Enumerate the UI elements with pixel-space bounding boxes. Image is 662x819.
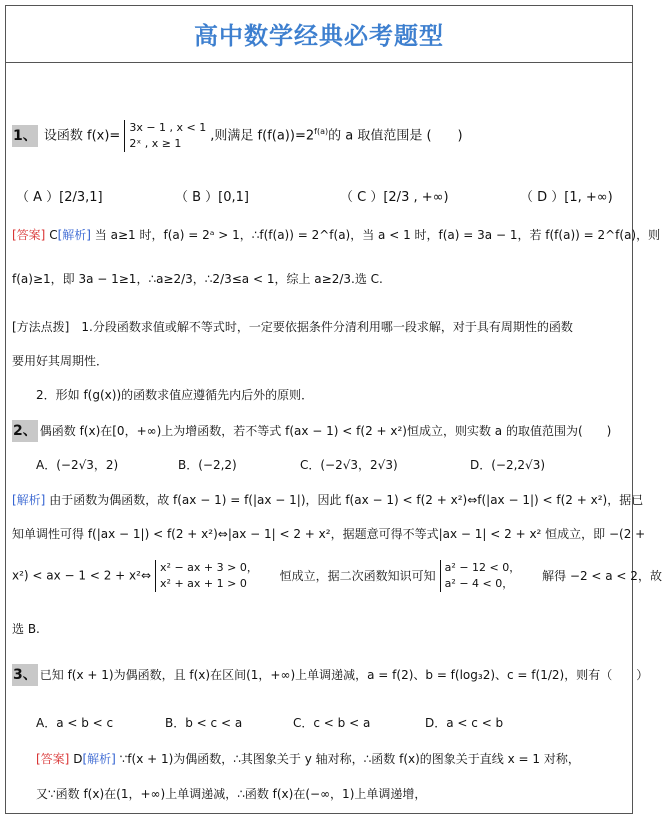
q1-method-line2: 要用好其周期性． (12, 354, 109, 368)
q1-option-c[interactable]: （ C ）[2/3 , +∞) (340, 190, 449, 205)
q2-sys1b: x² + ax + 1 > 0 (160, 577, 247, 590)
q1-stem-b: ,则满足 f(f(a))=2 (210, 128, 315, 144)
q2-analysis-text3b: 恒成立，据二次函数知识可知 (279, 568, 436, 583)
q2-stem (12, 420, 611, 442)
q1-analysis-line2: f(a)≥1，即 3a − 1≥1，∴a≥2/3，∴2/3≤a < 1，综上 a≥2/3.选 C. (12, 272, 383, 286)
q2-system1 (155, 560, 258, 592)
q1-stem-c: 的 a 取值范围是 ( ) (328, 128, 463, 144)
q1-option-d[interactable]: （ D ）[1, +∞) (520, 190, 613, 205)
q2-analysis-line2: 知单调性可得 f(|ax − 1|) < f(2 + x²)⇔|ax − 1| < 2 + x²，据题意可得不等式|ax − 1| < 2 + x² 恒成立，即 −(2 + (12, 527, 646, 541)
page-title: 高中数学经典必考题型 (194, 22, 444, 50)
q1-stem-a: 设函数 f(x)= (43, 128, 121, 144)
q2-stem-text: 偶函数 f(x)在[0，+∞)上为增函数，若不等式 f(ax − 1) < f(2 + x²)恒成立，则实数 a 的取值范围为( ) (39, 424, 612, 438)
q2-option-b[interactable]: B．(−2,2) (178, 458, 237, 472)
q3-analysis-tag: [解析] (82, 752, 116, 766)
q1-stem-sup: f(a) (314, 127, 329, 137)
q3-analysis-line2: 又∵函数 f(x)在(1，+∞)上单调递减，∴函数 f(x)在(−∞，1)上单调递增， (36, 787, 427, 801)
q2-analysis-line4: 选 B. (12, 622, 40, 636)
q1-method-line1: [方法点拨] 1.分段函数求值或解不等式时，一定要依据条件分清利用哪一段求解，对于具有周期性的函数 (12, 320, 573, 334)
q1-option-b[interactable]: （ B ）[0,1] (175, 190, 250, 205)
q1-analysis-text1: 当 a≥1 时，f(a) = 2ᵃ > 1，∴f(f(a)) = 2^f(a)，当 a < 1 时，f(a) = 3a − 1，若 f(f(a)) = 2^f(a)，则 (94, 228, 661, 242)
q3-stem-text: 已知 f(x + 1)为偶函数，且 f(x)在区间(1，+∞)上单调递减，a = f(2)、b = f(log₃2)、c = f(1/2)，则有（ ） (39, 668, 649, 682)
q2-sys2b: a² − 4 < 0， (444, 577, 514, 590)
q1-number: 1、 (12, 125, 38, 147)
q1-answer-letter: C (49, 228, 58, 242)
q3-option-d[interactable]: D．a < c < b (425, 716, 504, 730)
q2-analysis-tag: [解析] (12, 493, 46, 507)
q1-analysis-tag: [解析] (57, 228, 91, 242)
q3-number: 3、 (12, 664, 38, 686)
q1-piecewise (124, 120, 206, 152)
q3-stem (12, 664, 648, 686)
q2-analysis-line1 (12, 491, 643, 509)
q1-piece1: 3x − 1 , x < 1 (129, 121, 207, 134)
q2-analysis-text1: 由于函数为偶函数，故 f(ax − 1) = f(|ax − 1|)，因此 f(ax − 1) < f(2 + x²)⇔f(|ax − 1|) < f(2 + x²)，据已 (49, 493, 644, 507)
q2-analysis-text3a: x²) < ax − 1 < 2 + x²⇔ (12, 568, 152, 583)
q2-system2 (440, 560, 521, 592)
q2-analysis-text3c: 解得 −2 < a < 2，故 (542, 568, 662, 583)
q1-answer-tag: [答案] (12, 228, 46, 242)
q3-analysis-text1: ∵f(x + 1)为偶函数，∴其图象关于 y 轴对称，∴函数 f(x)的图象关于直线 x = 1 对称， (119, 752, 580, 766)
q3-option-a[interactable]: A．a < b < c (36, 716, 114, 730)
q3-answer-tag: [答案] (36, 752, 70, 766)
q2-option-a[interactable]: A．(−2√3，2) (36, 458, 119, 472)
q3-answer-letter: D (73, 752, 83, 766)
q3-analysis-line1 (36, 750, 580, 768)
q3-option-c[interactable]: C．c < b < a (293, 716, 371, 730)
q2-option-d[interactable]: D．(−2,2√3) (470, 458, 546, 472)
q2-option-c[interactable]: C．(−2√3，2√3) (300, 458, 398, 472)
q2-sys2a: a² − 12 < 0， (444, 561, 521, 574)
q1-option-a[interactable]: （ A ）[2/3,1] (16, 190, 103, 205)
q1-analysis-line1 (12, 226, 660, 244)
title-bar (5, 5, 633, 63)
q3-option-b[interactable]: B．b < c < a (165, 716, 243, 730)
q2-number: 2、 (12, 420, 38, 442)
q2-sys1a: x² − ax + 3 > 0， (160, 561, 258, 574)
q1-stem (12, 120, 463, 152)
q1-method-line3: 2．形如 f(g(x))的函数求值应遵循先内后外的原则． (36, 388, 314, 402)
q1-piece2: 2ˣ , x ≥ 1 (129, 137, 182, 150)
q2-analysis-line3 (12, 560, 662, 592)
